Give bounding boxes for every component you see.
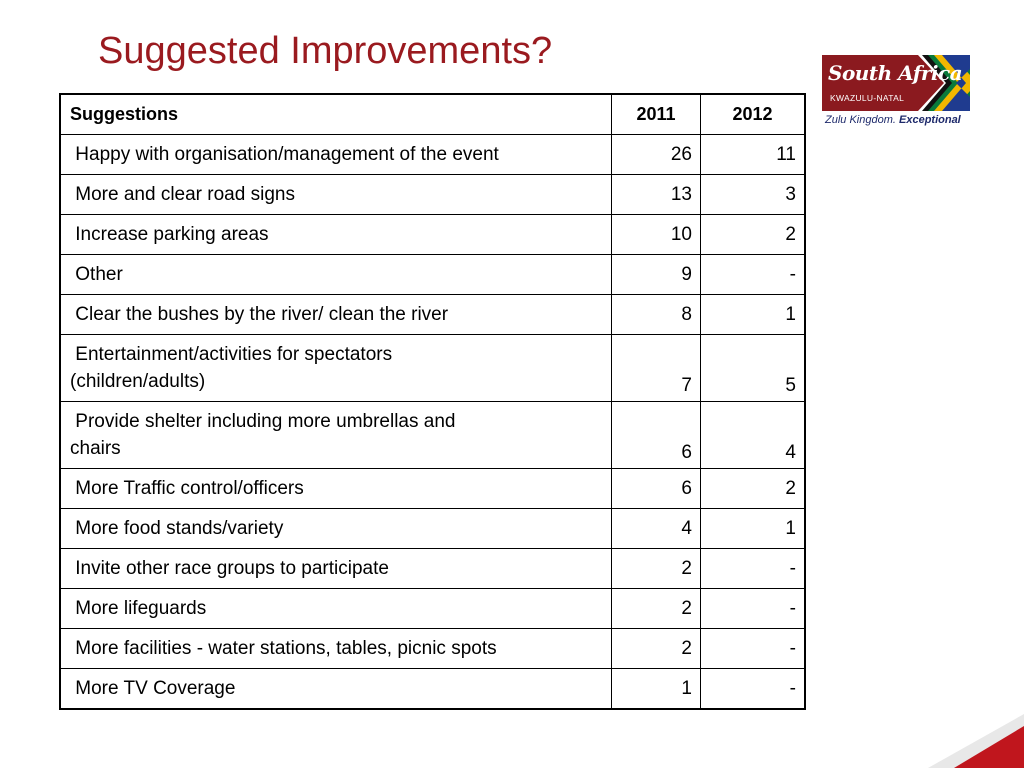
table-row (60, 509, 805, 549)
table-row (60, 549, 805, 589)
suggestion-text: More TV Coverage (75, 678, 236, 699)
header-suggestions: Suggestions (60, 94, 612, 135)
suggestion-text: More facilities - water stations, tables, picnic spots (75, 638, 497, 659)
suggestion-text: More Traffic control/officers (75, 478, 304, 499)
south-africa-logo (820, 53, 972, 133)
table-row (60, 402, 805, 469)
suggestions-table (59, 93, 806, 710)
value-2012-cell: - (701, 629, 806, 669)
value-2011-cell: 1 (612, 669, 701, 710)
suggestion-cell (60, 589, 612, 629)
suggestion-cell (60, 509, 612, 549)
suggestion-cell (60, 549, 612, 589)
suggestion-text: More and clear road signs (75, 184, 295, 205)
suggestion-text: Other (75, 264, 123, 285)
suggestion-text: More lifeguards (75, 598, 207, 619)
value-2011-cell: 6 (612, 402, 701, 469)
logo-tagline-bold: Exceptional (899, 114, 961, 126)
table-header-row (60, 94, 805, 135)
slide-title: Suggested Improvements? (98, 30, 553, 72)
logo-region-text: KWAZULU-NATAL (830, 93, 905, 103)
value-2011-cell: 10 (612, 215, 701, 255)
suggestion-text-line1: Entertainment/activities for spectators (75, 344, 393, 365)
logo-tagline-plain: Zulu Kingdom. (825, 114, 896, 126)
table-row (60, 629, 805, 669)
suggestion-cell (60, 669, 612, 710)
value-2011-cell: 13 (612, 175, 701, 215)
value-2012-cell: 2 (701, 469, 806, 509)
suggestion-text: Clear the bushes by the river/ clean the river (75, 304, 449, 325)
suggestion-cell (60, 629, 612, 669)
suggestion-cell (60, 175, 612, 215)
table-row (60, 335, 805, 402)
value-2011-cell: 26 (612, 135, 701, 175)
suggestion-cell (60, 135, 612, 175)
value-2012-cell: - (701, 669, 806, 710)
value-2012-cell: - (701, 589, 806, 629)
value-2011-cell: 2 (612, 549, 701, 589)
value-2012-cell: 4 (701, 402, 806, 469)
value-2011-cell: 7 (612, 335, 701, 402)
logo-brand-text: South Africa (828, 61, 963, 85)
table-row (60, 295, 805, 335)
suggestion-cell (60, 335, 612, 402)
suggestion-cell (60, 255, 612, 295)
suggestion-text-line2: chairs (70, 438, 121, 459)
suggestion-text: More food stands/variety (75, 518, 284, 539)
table-row (60, 135, 805, 175)
suggestion-cell (60, 215, 612, 255)
suggestion-text: Happy with organisation/management of the event (75, 144, 499, 165)
value-2012-cell: - (701, 549, 806, 589)
value-2012-cell: 3 (701, 175, 806, 215)
logo-badge (822, 55, 970, 111)
suggestion-text-line1: Provide shelter including more umbrellas and (75, 411, 456, 432)
suggestion-cell (60, 469, 612, 509)
value-2011-cell: 9 (612, 255, 701, 295)
suggestion-text: Increase parking areas (75, 224, 269, 245)
table-row (60, 215, 805, 255)
table-row (60, 589, 805, 629)
value-2012-cell: - (701, 255, 806, 295)
value-2011-cell: 4 (612, 509, 701, 549)
value-2011-cell: 6 (612, 469, 701, 509)
table-row (60, 175, 805, 215)
header-2011: 2011 (612, 94, 701, 135)
suggestion-cell (60, 402, 612, 469)
table-row (60, 255, 805, 295)
suggestion-cell (60, 295, 612, 335)
value-2012-cell: 5 (701, 335, 806, 402)
value-2012-cell: 1 (701, 295, 806, 335)
value-2011-cell: 2 (612, 629, 701, 669)
value-2012-cell: 1 (701, 509, 806, 549)
logo-tagline (825, 114, 961, 126)
suggestion-text-line2: (children/adults) (70, 371, 206, 392)
value-2012-cell: 11 (701, 135, 806, 175)
table-row (60, 669, 805, 710)
table-row (60, 469, 805, 509)
value-2012-cell: 2 (701, 215, 806, 255)
value-2011-cell: 8 (612, 295, 701, 335)
header-2012: 2012 (701, 94, 806, 135)
value-2011-cell: 2 (612, 589, 701, 629)
suggestion-text: Invite other race groups to participate (75, 558, 389, 579)
corner-decoration (924, 706, 1024, 768)
